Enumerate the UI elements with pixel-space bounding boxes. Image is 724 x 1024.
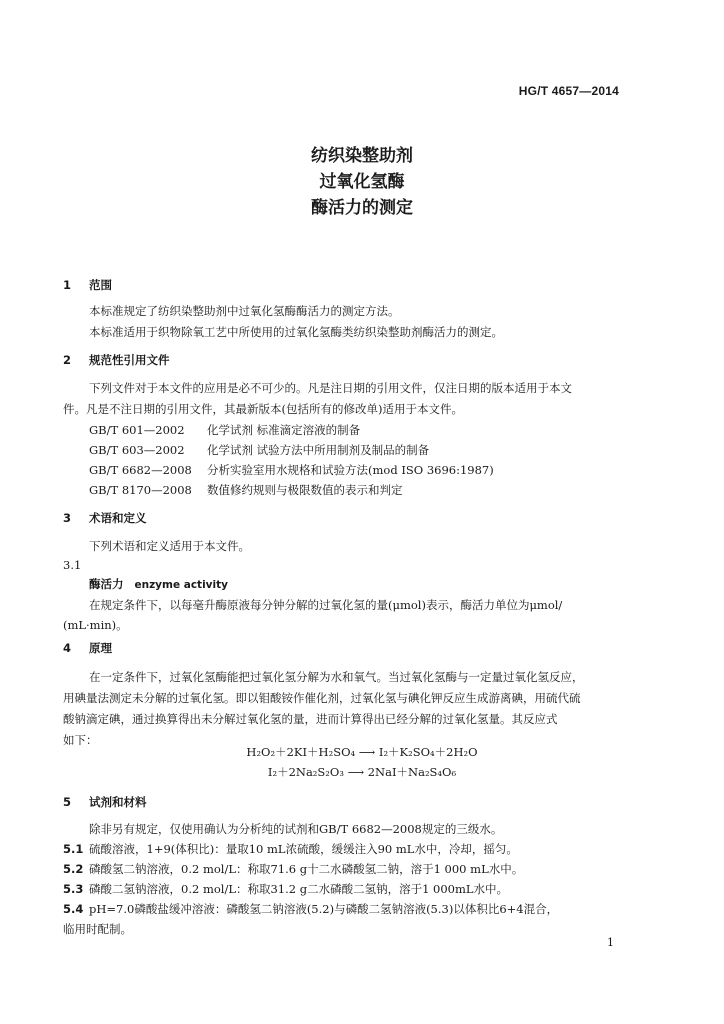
list-item: [63, 861, 523, 877]
paragraph: 下列术语和定义适用于本文件。: [89, 539, 250, 553]
paragraph: 本标准规定了纺织染整助剂中过氧化氢酶酶活力的测定方法。: [89, 304, 400, 318]
section-4-heading: [63, 640, 112, 656]
page-number: 1: [607, 936, 614, 949]
reference-item: [89, 462, 494, 478]
reference-item: [89, 482, 403, 498]
reference-code: GB/T 6682—2008: [89, 463, 192, 477]
chemical-equation: H₂O₂＋2KI＋H₂SO₄ ⟶ I₂＋K₂SO₄＋2H₂O: [246, 745, 478, 759]
item-number: 5.3: [63, 882, 84, 896]
item-text: 磷酸二氢钠溶液，0.2 mol/L：称取31.2 g二水磷酸二氢钠，溶于1 000mL水中。: [89, 882, 509, 896]
section-1-heading: [63, 277, 112, 293]
section-number: 3: [63, 511, 72, 525]
paragraph: 酸钠滴定碘，通过换算得出未分解过氧化氢的量，进而计算得出已经分解的过氧化氢量。其反应式: [63, 712, 558, 726]
reference-item: [89, 422, 360, 438]
term-english: enzyme activity: [134, 579, 228, 591]
reference-code: GB/T 8170—2008: [89, 483, 192, 497]
item-text: 硫酸溶液，1+9(体积比)：量取10 mL浓硫酸，缓缓注入90 mL水中，冷却，摇匀。: [89, 842, 518, 856]
section-3-heading: [63, 510, 147, 526]
section-2-heading: [63, 352, 170, 368]
reference-title: 分析实验室用水规格和试验方法(mod ISO 3696:1987): [207, 463, 494, 477]
section-number: 1: [63, 278, 72, 292]
reference-title: 数值修约规则与极限数值的表示和判定: [207, 483, 403, 497]
list-item: [63, 841, 518, 857]
standard-code: HG/T 4657—2014: [518, 84, 619, 98]
term-chinese: 酶活力: [89, 577, 124, 591]
paragraph: 用碘量法测定未分解的过氧化氢。即以钼酸铵作催化剂，过氧化氢与碘化钾反应生成游离碘，用硫代硫: [63, 691, 581, 705]
paragraph: 件。凡是不注日期的引用文件，其最新版本(包括所有的修改单)适用于本文件。: [63, 402, 463, 416]
document-title-line-2: 过氧化氢酶: [319, 172, 405, 192]
document-title-line-1: 纺织染整助剂: [311, 146, 413, 166]
paragraph: 如下：: [63, 733, 98, 747]
item-number: 5.2: [63, 862, 84, 876]
definition: (mL·min)。: [63, 618, 128, 632]
item-text: 磷酸氢二钠溶液，0.2 mol/L：称取71.6 g十二水磷酸氢二钠，溶于1 000 mL水中。: [89, 862, 524, 876]
paragraph: 在一定条件下，过氧化氢酶能把过氧化氢分解为水和氧气。当过氧化氢酶与一定量过氧化氢反应，: [89, 670, 584, 684]
chemical-equation: I₂＋2Na₂S₂O₃ ⟶ 2NaI＋Na₂S₄O₆: [267, 765, 457, 779]
reference-code: GB/T 601—2002: [89, 423, 185, 437]
reference-item: [89, 442, 429, 458]
item-text: pH=7.0磷酸盐缓冲溶液：磷酸氢二钠溶液(5.2)与磷酸二氢钠溶液(5.3)以体积比6+4混合，: [89, 902, 559, 916]
list-item: [63, 901, 558, 917]
section-title: 范围: [89, 278, 112, 292]
reference-title: 化学试剂 试验方法中所用制剂及制品的制备: [207, 443, 430, 457]
document-title-line-3: 酶活力的测定: [311, 198, 413, 218]
section-number: 4: [63, 641, 72, 655]
item-number: 5.4: [63, 902, 84, 916]
reference-code: GB/T 603—2002: [89, 443, 185, 457]
term-entry: [89, 576, 228, 593]
section-title: 试剂和材料: [89, 795, 147, 809]
paragraph: 除非另有规定，仅使用确认为分析纯的试剂和GB/T 6682—2008规定的三级水。: [89, 822, 503, 836]
reference-title: 化学试剂 标准滴定溶液的制备: [207, 423, 361, 437]
section-title: 原理: [89, 641, 112, 655]
list-item-continuation: 临用时配制。: [63, 922, 132, 936]
section-title: 术语和定义: [89, 511, 147, 525]
paragraph: 本标准适用于织物除氧工艺中所使用的过氧化氢酶类纺织染整助剂酶活力的测定。: [89, 325, 503, 339]
section-5-heading: [63, 794, 147, 810]
paragraph: 下列文件对于本文件的应用是必不可少的。凡是注日期的引用文件，仅注日期的版本适用于本文: [89, 381, 572, 395]
subsection-number: 3.1: [63, 558, 82, 572]
section-title: 规范性引用文件: [89, 353, 170, 367]
item-number: 5.1: [63, 842, 84, 856]
section-number: 5: [63, 795, 72, 809]
section-number: 2: [63, 353, 72, 367]
list-item: [63, 881, 508, 897]
definition: 在规定条件下，以每毫升酶原液每分钟分解的过氧化氢的量(μmol)表示，酶活力单位为μmol/: [89, 598, 563, 612]
